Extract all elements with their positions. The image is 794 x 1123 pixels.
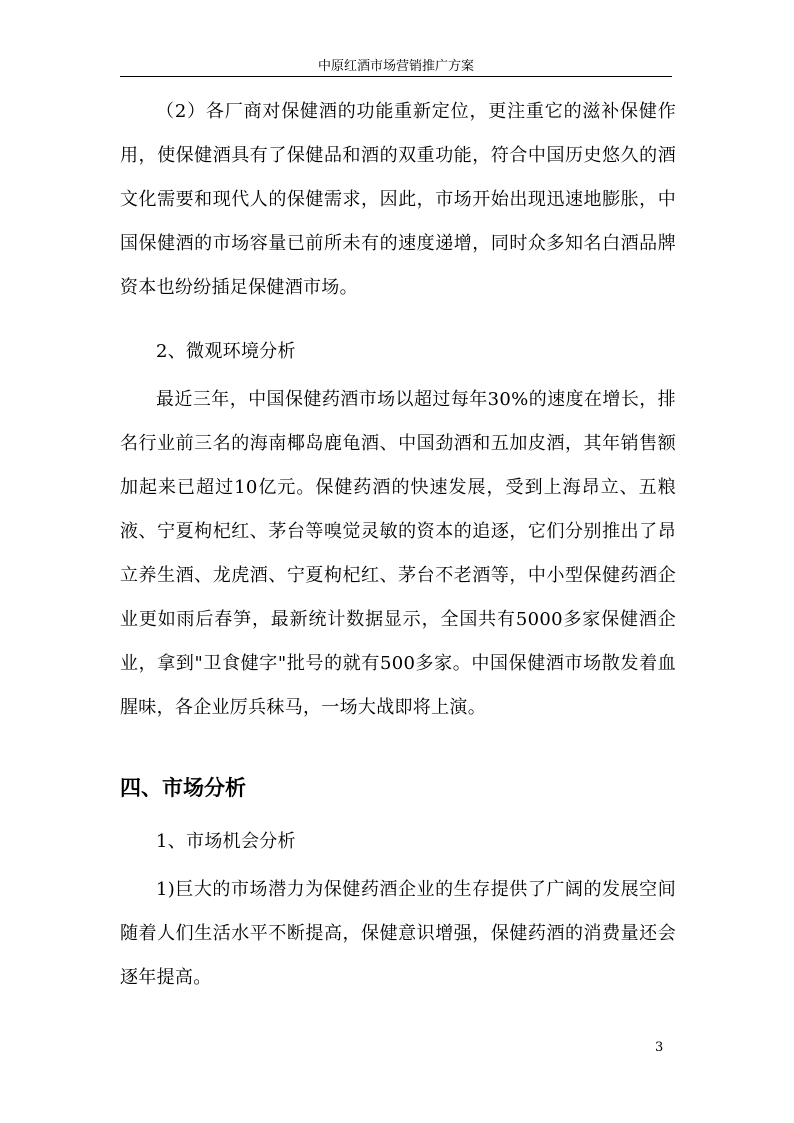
page-header bbox=[120, 58, 672, 77]
paragraph-health-wine-repositioning: （2）各厂商对保健酒的功能重新定位，更注重它的滋补保健作用，使保健酒具有了保健品和酒的双重功能，符合中国历史悠久的酒文化需要和现代人的保健需求，因此，市场开始出现迅速地膨胀，中国保健酒的市场容量已前所未有的速度递增，同时众多知名白酒品牌资本也纷纷插足保健酒市场。 bbox=[120, 101, 676, 298]
section-heading-market-analysis: 四、市场分析 bbox=[120, 776, 246, 800]
sub-heading-market-opportunity: 1、市场机会分析 bbox=[156, 831, 296, 852]
page-number: 3 bbox=[655, 1040, 664, 1055]
header-title: 中原红酒市场营销推广方案 bbox=[317, 59, 474, 74]
paragraph-market-growth: 最近三年，中国保健药酒市场以超过每年30%的速度在增长，排名行业前三名的海南椰岛鹿龟酒、中国劲酒和五加皮酒，其年销售额加起来已超过10亿元。保健药酒的快速发展，受到上海昂立、五粮液、宁夏枸杞红、茅台等嗅觉灵敏的资本的追逐，它们分别推出了昂立养生酒、龙虎酒、宁夏枸杞红、茅台不老酒等，中小型保健药酒企业更如雨后春笋，最新统计数据显示，全国共有5000多家保健酒企业，拿到"卫食健字"批号的就有500多家。中国保健酒市场散发着血腥味，各企业厉兵秣马，一场大战即将上演。 bbox=[120, 389, 676, 718]
paragraph-market-potential: 1)巨大的市场潜力为保健药酒企业的生存提供了广阔的发展空间随着人们生活水平不断提高，保健意识增强，保健药酒的消费量还会逐年提高。 bbox=[120, 879, 676, 988]
sub-heading-micro-environment: 2、微观环境分析 bbox=[156, 341, 296, 362]
